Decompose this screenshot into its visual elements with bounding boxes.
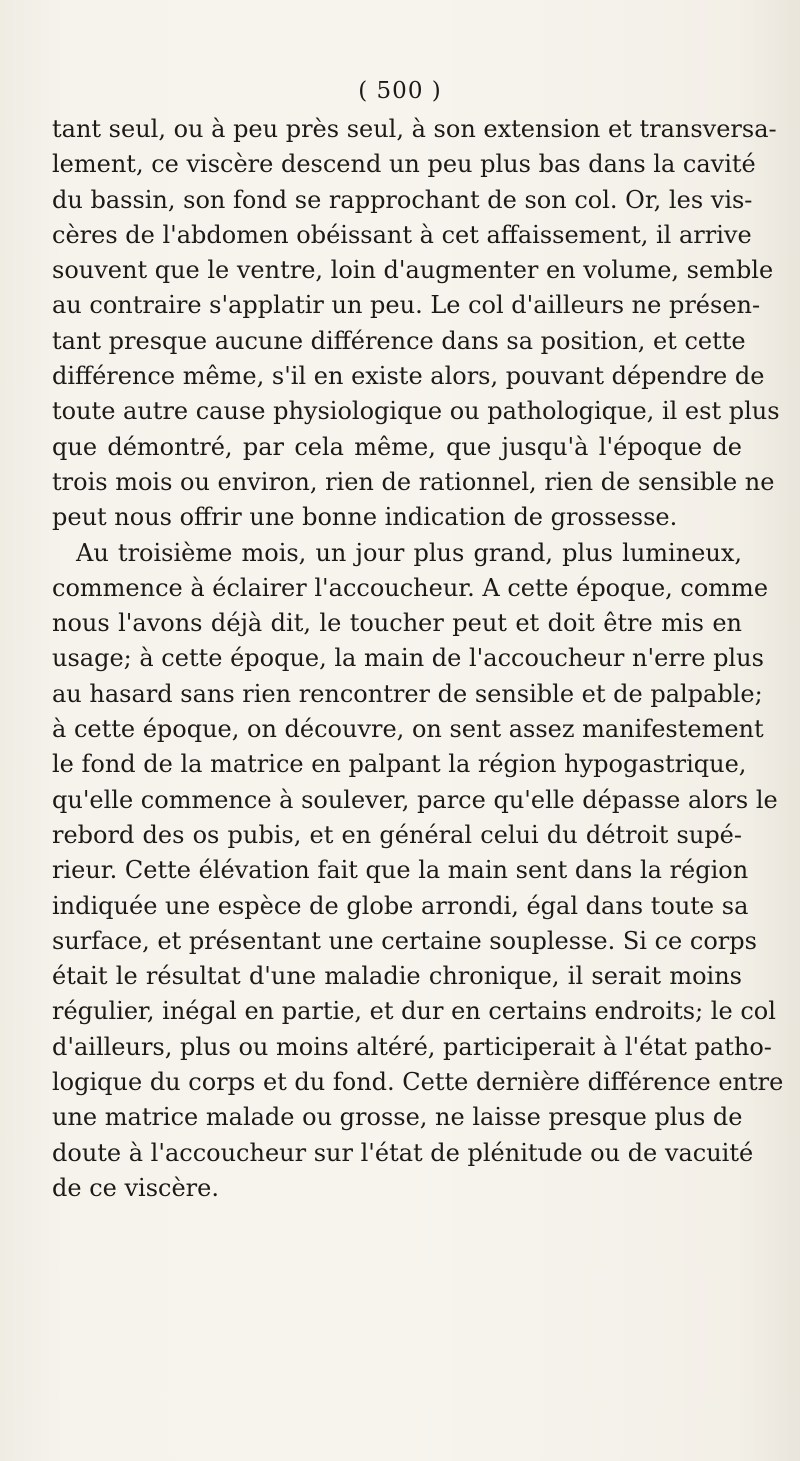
text-line: lement, ce viscère descend un peu plus bas dans la cavité <box>52 150 756 179</box>
text-line: tant presque aucune différence dans sa position, et cette <box>52 326 746 355</box>
text-line: d'ailleurs, plus ou moins altéré, participerait à l'état patho- <box>52 1032 772 1061</box>
text-line: différence même, s'il en existe alors, pouvant dépendre de <box>52 362 765 391</box>
text-line: rieur. Cette élévation fait que la main sent dans la région <box>52 856 749 885</box>
text-line: doute à l'accoucheur sur l'état de plénitude ou de vacuité <box>52 1138 754 1167</box>
text-line: commence à éclairer l'accoucheur. A cette époque, comme <box>52 573 769 602</box>
text-line: trois mois ou environ, rien de rationnel, rien de sensible ne <box>52 467 775 496</box>
text-line: à cette époque, on découvre, on sent assez manifestement <box>52 715 764 744</box>
text-line: Au troisième mois, un jour plus grand, plus lumineux, <box>76 538 742 567</box>
text-line: souvent que le ventre, loin d'augmenter en volume, semble <box>52 256 774 285</box>
text-line: indiquée une espèce de globe arrondi, égal dans toute sa <box>52 891 749 920</box>
text-line: tant seul, ou à peu près seul, à son extension et transversa- <box>52 115 777 143</box>
text-line: rebord des os pubis, et en général celui du détroit supé- <box>52 820 742 849</box>
text-line: nous l'avons déjà dit, le toucher peut et doit être mis en <box>52 609 742 638</box>
text-line: une matrice malade ou grosse, ne laisse presque plus de <box>52 1103 743 1132</box>
text-line: surface, et présentant une certaine souplesse. Si ce corps <box>52 926 757 955</box>
text-line: au contraire s'applatir un peu. Le col d'ailleurs ne présen- <box>52 291 761 320</box>
text-line: usage; à cette époque, la main de l'accoucheur n'erre plus <box>52 644 764 673</box>
text-line: au hasard sans rien rencontrer de sensible et de palpable; <box>52 679 763 708</box>
text-line: le fond de la matrice en palpant la région hypogastrique, <box>52 750 747 779</box>
text-line: cères de l'abdomen obéissant à cet affaissement, il arrive <box>52 220 752 249</box>
text-line: était le résultat d'une maladie chronique, il serait moins <box>52 962 742 991</box>
text-line: régulier, inégal en partie, et dur en certains endroits; le col <box>52 997 776 1026</box>
body-text <box>52 112 784 1206</box>
text-line: que démontré, par cela même, que jusqu'à l'époque de <box>52 432 742 461</box>
text-line: qu'elle commence à soulever, parce qu'elle dépasse alors le <box>52 785 778 814</box>
page-number: ( 500 ) <box>358 78 442 104</box>
text-line: peut nous offrir une bonne indication de grossesse. <box>52 503 678 532</box>
text-line: de ce viscère. <box>52 1173 219 1202</box>
text-line: logique du corps et du fond. Cette dernière différence entre <box>52 1068 784 1097</box>
text-line: toute autre cause physiologique ou pathologique, il est plus <box>52 397 780 426</box>
text-line: du bassin, son fond se rapprochant de son col. Or, les vis- <box>52 185 753 214</box>
